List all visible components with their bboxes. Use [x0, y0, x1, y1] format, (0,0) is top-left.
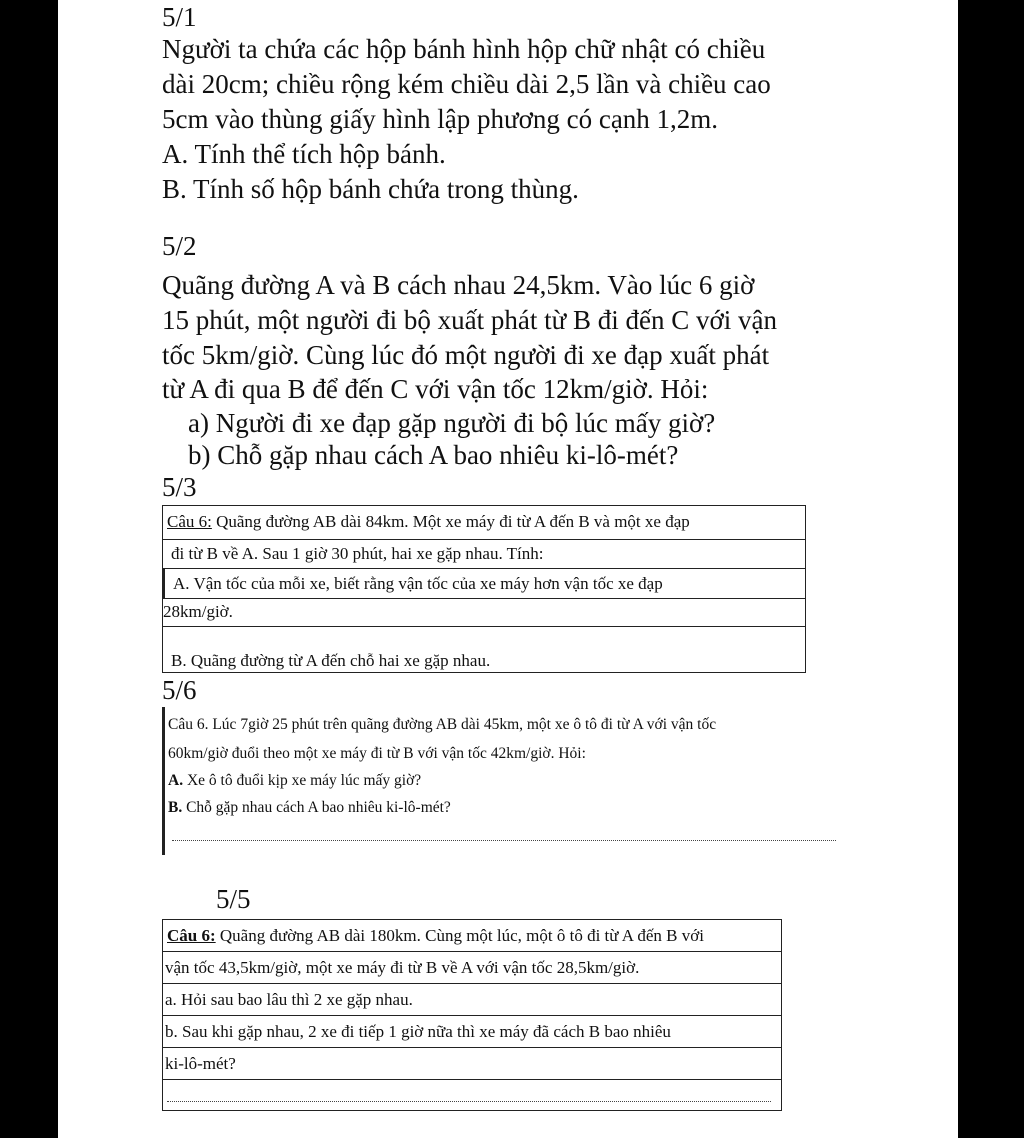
question-label: Câu 6: — [167, 926, 216, 945]
problem-5-1-line-5: B. Tính số hộp bánh chứa trong thùng. — [162, 174, 579, 204]
problem-5-3-row-3: A. Vận tốc của mỗi xe, biết rằng vận tốc của xe máy hơn vận tốc xe đạp — [173, 574, 663, 593]
problem-5-1-line-3: 5cm vào thùng giấy hình lập phương có cạnh 1,2m. — [162, 104, 719, 134]
heading-5-6: 5/6 — [162, 675, 197, 705]
problem-5-5-row-1: Quãng đường AB dài 180km. Cùng một lúc, một ô tô đi từ A đến B với — [215, 926, 704, 945]
table-row — [163, 627, 805, 672]
problem-5-2-line-3: tốc 5km/giờ. Cùng lúc đó một người đi xe đạp xuất phát — [162, 340, 770, 370]
problem-5-1-line-4: A. Tính thể tích hộp bánh. — [162, 139, 446, 169]
heading-5-2: 5/2 — [162, 231, 197, 261]
problem-5-3-table — [162, 505, 806, 673]
problem-5-3-row-2: đi từ B về A. Sau 1 giờ 30 phút, hai xe gặp nhau. Tính: — [171, 544, 544, 563]
heading-5-3: 5/3 — [162, 472, 197, 502]
problem-5-1-line-1: Người ta chứa các hộp bánh hình hộp chữ nhật có chiều — [162, 34, 766, 64]
document-page — [58, 0, 958, 1138]
table-row — [163, 506, 805, 540]
problem-5-2-line-4: từ A đi qua B để đến C với vận tốc 12km/giờ. Hỏi: — [162, 374, 709, 404]
table-row — [163, 1048, 781, 1080]
problem-5-6-question-a: A. Xe ô tô đuổi kịp xe máy lúc mấy giờ? — [168, 772, 422, 789]
heading-5-1: 5/1 — [162, 2, 197, 32]
problem-5-2-line-1: Quãng đường A và B cách nhau 24,5km. Vào lúc 6 giờ — [162, 270, 755, 300]
margin-rule — [162, 707, 165, 855]
problem-5-6-line-2: 60km/giờ đuổi theo một xe máy đi từ B với vận tốc 42km/giờ. Hỏi: — [168, 745, 586, 762]
problem-5-5-row-5: ki-lô-mét? — [165, 1054, 236, 1073]
problem-5-2-question-b: b) Chỗ gặp nhau cách A bao nhiêu ki-lô-mét? — [188, 440, 679, 470]
problem-5-3-row-4: 28km/giờ. — [163, 602, 233, 621]
problem-5-5-table — [162, 919, 782, 1111]
dotted-answer-line — [172, 840, 836, 841]
table-row — [163, 1080, 781, 1110]
table-row — [163, 920, 781, 952]
question-label: Câu 6: — [167, 512, 212, 531]
problem-5-6-question-b: B. Chỗ gặp nhau cách A bao nhiêu ki-lô-mét? — [168, 799, 451, 816]
problem-5-5-row-3: a. Hỏi sau bao lâu thì 2 xe gặp nhau. — [165, 990, 413, 1009]
table-row — [163, 599, 805, 627]
table-row — [163, 952, 781, 984]
table-row — [163, 984, 781, 1016]
problem-5-5-row-2: vận tốc 43,5km/giờ, một xe máy đi từ B về A với vận tốc 28,5km/giờ. — [165, 958, 640, 977]
table-row — [163, 1016, 781, 1048]
problem-5-2-question-a: a) Người đi xe đạp gặp người đi bộ lúc mấy giờ? — [188, 408, 716, 438]
problem-5-1-line-2: dài 20cm; chiều rộng kém chiều dài 2,5 lần và chiều cao — [162, 69, 771, 99]
problem-5-3-row-1: Quãng đường AB dài 84km. Một xe máy đi từ A đến B và một xe đạp — [211, 512, 690, 531]
heading-5-5: 5/5 — [216, 884, 251, 914]
table-row — [163, 540, 805, 569]
problem-5-3-row-5: B. Quãng đường từ A đến chỗ hai xe gặp nhau. — [171, 651, 491, 670]
problem-5-5-row-4: b. Sau khi gặp nhau, 2 xe đi tiếp 1 giờ nữa thì xe máy đã cách B bao nhiêu — [165, 1022, 671, 1041]
table-row — [163, 569, 805, 599]
problem-5-6-line-1: Câu 6. Lúc 7giờ 25 phút trên quãng đường AB dài 45km, một xe ô tô đi từ A với vận tốc — [168, 716, 717, 733]
dotted-answer-line — [167, 1101, 771, 1102]
problem-5-2-line-2: 15 phút, một người đi bộ xuất phát từ B đi đến C với vận — [162, 305, 778, 335]
